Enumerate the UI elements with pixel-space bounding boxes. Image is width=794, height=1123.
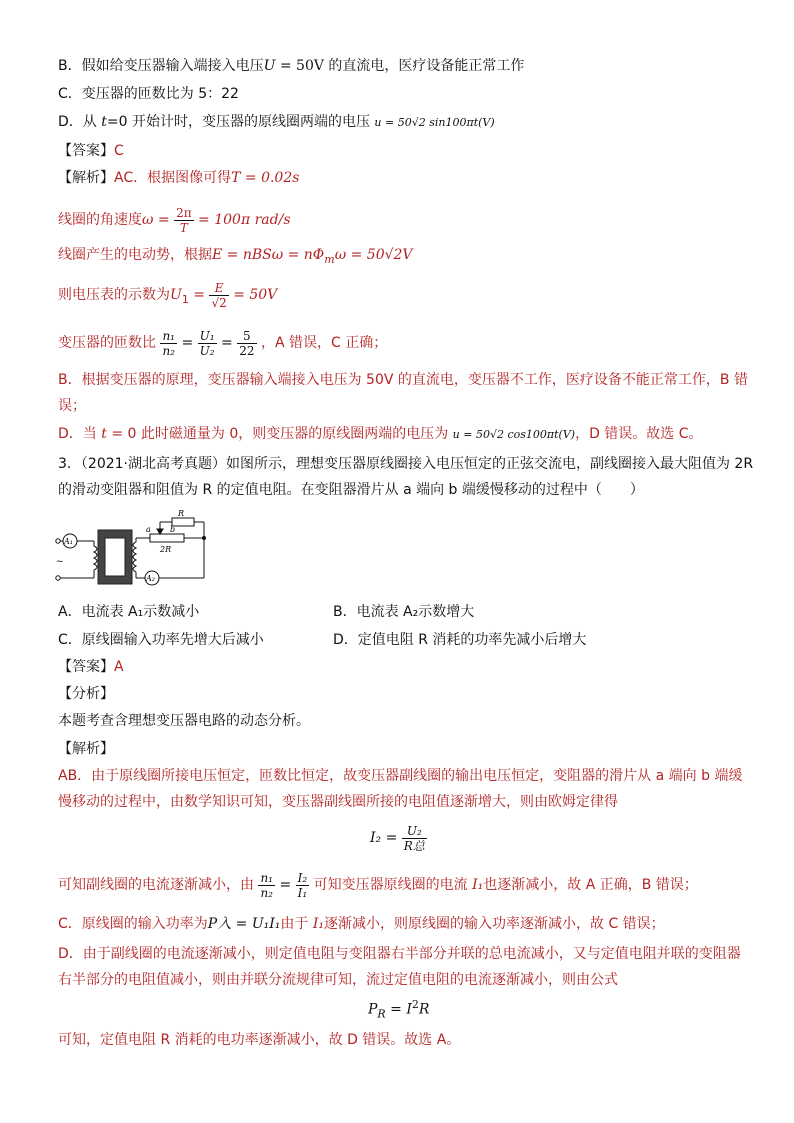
question-3-option-a: A．电流表 A₁示数减小: [58, 604, 200, 620]
end-a-label: a: [146, 525, 151, 534]
ac-source-symbol: ~: [56, 557, 64, 567]
answer-1: 【答案】C: [58, 143, 124, 159]
resistor-r-label: R: [178, 509, 185, 518]
line-c: C．原线圈的输入功率为P入 = U₁I₁由于 I₁逐渐减小，则原线圈的输入功率逐渐减小，故 C 错误；: [58, 916, 665, 932]
line-emf: 线圈产生的电动势，根据$E = nBS\omega = n\Phi_m\omega = 50√2V$: [58, 247, 413, 266]
ab-line-1: AB．由于原线圈所接电压恒定，匝数比恒定，故变压器副线圈的输出电压恒定，变阻器的滑片从 a 端向 b 端缓: [58, 768, 743, 784]
question-3-option-c: C．原线圈输入功率先增大后减小: [58, 632, 264, 648]
equation-i2: I₂ = $\frac{\text{U₂}}{\text{R总}}$: [370, 823, 425, 853]
line-voltmeter: 则电压表的示数为$U_1$ = $\frac{E}{√2}$ = 50V: [58, 280, 278, 310]
question-3-option-d: D．定值电阻 R 消耗的功率先减小后增大: [333, 632, 587, 648]
line-ratio: 变压器的匝数比 $\frac{\text{n₁}}{\text{n₂}}$ = $\frac{\text{U₁}}{\text{U₂}}$ = $\frac{5}{22}$ ，A 错误，C 正确；: [58, 328, 388, 358]
d-line-1: D．由于副线圈的电流逐渐减小，则定值电阻与变阻器右半部分并联的总电流减小，又与定值电阻并联的变阻器: [58, 946, 741, 962]
analysis-1: 【解析】AC．根据图像可得T = 0.02s: [58, 170, 300, 186]
option-b: B．假如给变压器输入端接入电压U = 50V 的直流电，医疗设备能正常工作: [58, 58, 525, 74]
circuit-diagram: [54, 508, 224, 588]
line-b-2: 误；: [58, 398, 86, 414]
option-d: D．从 t=0 开始计时，变压器的原线圈两端的电压 u = 50√2 sin100πt(V): [58, 114, 495, 130]
fenxi-text: 本题考查含理想变压器电路的动态分析。: [58, 713, 310, 729]
line-b-1: B．根据变压器的原理，变压器输入端接入电压为 50V 的直流电，变压器不工作，医疗设备不能正常工作，B 错: [58, 372, 748, 388]
ammeter-2-label: A₂: [146, 574, 155, 583]
rheostat-2r-label: 2R: [160, 545, 172, 554]
equation-pr: $P_R = I^2R$: [368, 998, 430, 1021]
question-3-option-b: B．电流表 A₂示数增大: [333, 604, 475, 620]
answer-3: 【答案】A: [58, 659, 124, 675]
line-omega: 线圈的角速度ω = $\frac{2\pi}{T}$ = 100π rad/s: [58, 205, 291, 235]
line-d: D．当 t = 0 此时磁通量为 0，则变压器的原线圈两端的电压为 u = 50√2 cos100πt(V)，D 错误。故选 C。: [58, 426, 703, 442]
jiexi-label: 【解析】: [58, 741, 114, 757]
fenxi-label: 【分析】: [58, 686, 114, 702]
ab-line-2: 慢移动的过程中，由数学知识可知，变压器副线圈所接的电阻值逐渐增大，则由欧姆定律得: [58, 794, 618, 810]
end-b-label: b: [170, 525, 176, 534]
option-c: C．变压器的匝数比为 5：22: [58, 86, 239, 102]
ammeter-1-label: A₁: [64, 537, 73, 546]
d-line-2: 右半部分的电阻值减小，则由并联分流规律可知，流过定值电阻的电流逐渐减小，则由公式: [58, 972, 618, 988]
question-3-line-1: 3．（2021·湖北高考真题）如图所示，理想变压器原线圈接入电压恒定的正弦交流电，副线圈接入最大阻值为 2R: [58, 456, 754, 472]
final-line: 可知，定值电阻 R 消耗的电功率逐渐减小，故 D 错误。故选 A。: [58, 1032, 461, 1048]
question-3-line-2: 的滑动变阻器和阻值为 R 的定值电阻。在变阻器滑片从 a 端向 b 端缓慢移动的过程中（ ）: [58, 482, 644, 498]
line-i1: 可知副线圈的电流逐渐减小，由 $\frac{\text{n₁}}{\text{n₂}}$ = $\frac{\text{I₂}}{\text{I₁}}$ 可知变压器原线圈的电流 I₁也逐渐减小，故 A 正确，B 错误；: [58, 870, 698, 900]
